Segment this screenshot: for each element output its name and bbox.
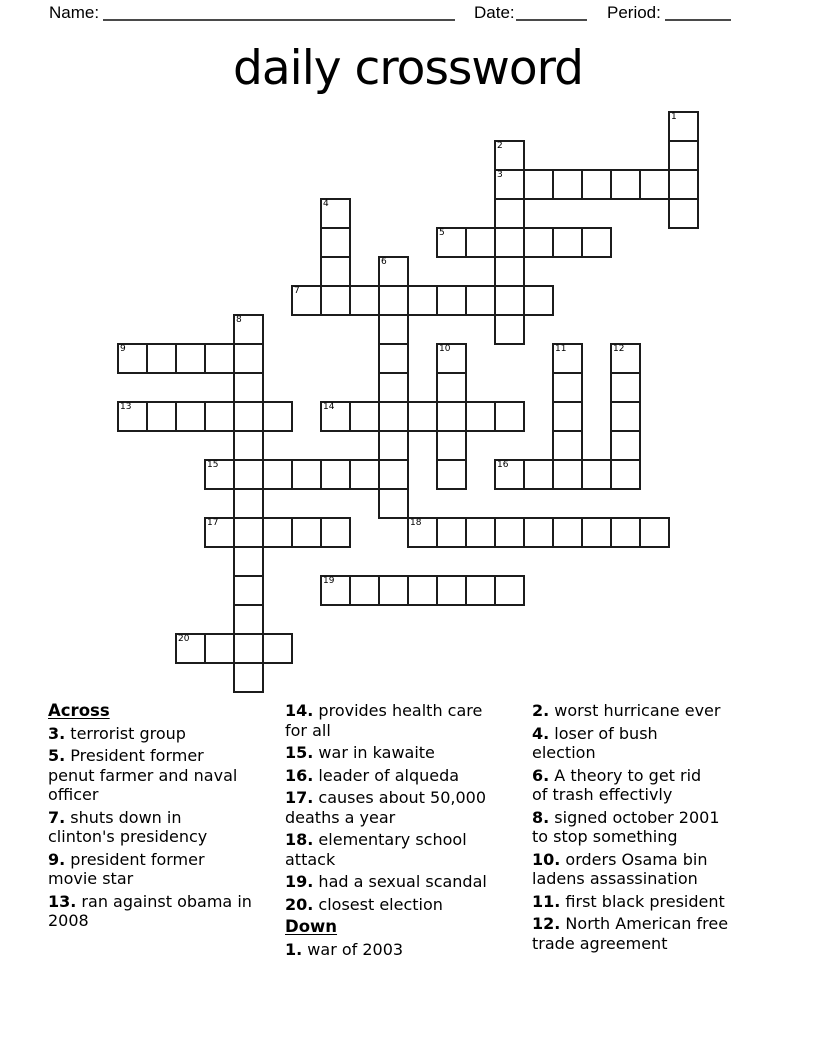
clue-number-label: 5.: [48, 746, 66, 765]
crossword-cell[interactable]: [291, 459, 322, 490]
crossword-cell[interactable]: [523, 517, 554, 548]
crossword-cell[interactable]: [378, 488, 409, 519]
cell-number-8: 8: [236, 315, 242, 325]
crossword-cell[interactable]: [262, 517, 293, 548]
crossword-cell[interactable]: [349, 575, 380, 606]
crossword-cell[interactable]: [610, 372, 641, 403]
crossword-cell[interactable]: [378, 430, 409, 461]
crossword-cell[interactable]: [378, 372, 409, 403]
crossword-cell[interactable]: [233, 517, 264, 548]
crossword-cell[interactable]: [581, 227, 612, 258]
crossword-cell[interactable]: [204, 401, 235, 432]
crossword-cell[interactable]: [523, 169, 554, 200]
cell-number-12: 12: [613, 344, 625, 354]
crossword-cell[interactable]: [494, 227, 525, 258]
crossword-cell[interactable]: [233, 459, 264, 490]
crossword-cell[interactable]: [233, 343, 264, 374]
crossword-cell[interactable]: [436, 372, 467, 403]
crossword-cell[interactable]: [465, 575, 496, 606]
crossword-cell[interactable]: [465, 517, 496, 548]
crossword-cell[interactable]: [378, 314, 409, 345]
crossword-cell[interactable]: [146, 343, 177, 374]
crossword-cell[interactable]: [610, 401, 641, 432]
page-title: daily crossword: [233, 41, 583, 96]
crossword-cell[interactable]: [494, 285, 525, 316]
clue-9: 9. president former movie star: [48, 849, 205, 888]
crossword-cell[interactable]: [436, 285, 467, 316]
crossword-cell[interactable]: [291, 517, 322, 548]
clue-number-label: 6.: [532, 765, 550, 785]
clue-16: 16. leader of alqueda: [285, 765, 460, 785]
cell-number-9: 9: [120, 344, 126, 354]
crossword-cell[interactable]: [668, 140, 699, 171]
cell-number-18: 18: [410, 518, 422, 528]
clue-14: 14. provides health care for all: [285, 701, 483, 740]
clue-column-across: [48, 701, 286, 934]
crossword-cell[interactable]: [233, 633, 264, 664]
clue-number-label: 12.: [532, 914, 561, 933]
crossword-cell[interactable]: [378, 343, 409, 374]
clue-number-label: 4.: [532, 723, 550, 743]
cell-number-19: 19: [323, 576, 335, 586]
crossword-cell[interactable]: [146, 401, 177, 432]
cell-number-2: 2: [497, 141, 503, 151]
clue-6: 6. A theory to get rid of trash effectivly: [532, 765, 702, 804]
crossword-cell[interactable]: [436, 575, 467, 606]
crossword-cell[interactable]: [320, 285, 351, 316]
crossword-cell[interactable]: [378, 575, 409, 606]
crossword-cell[interactable]: [320, 256, 351, 287]
crossword-cell[interactable]: [494, 256, 525, 287]
crossword-cell[interactable]: [523, 227, 554, 258]
clue-column-down: [532, 701, 787, 956]
crossword-cell[interactable]: [552, 430, 583, 461]
crossword-cell[interactable]: [233, 488, 264, 519]
clue-19: 19. had a sexual scandal: [285, 872, 487, 891]
clue-4: 4. loser of bush election: [532, 723, 658, 762]
crossword-cell[interactable]: [668, 169, 699, 200]
clue-11: 11. first black president: [532, 891, 725, 911]
crossword-cell[interactable]: [436, 430, 467, 461]
crossword-cell[interactable]: [494, 198, 525, 229]
clue-5: 5. President former penut farmer and naval officer: [48, 746, 238, 804]
clue-number-label: 18.: [285, 830, 314, 849]
crossword-cell[interactable]: [494, 401, 525, 432]
clue-number-label: 3.: [48, 723, 66, 743]
crossword-cell[interactable]: [349, 285, 380, 316]
clue-15: 15. war in kawaite: [285, 743, 435, 762]
crossword-cell[interactable]: [407, 575, 438, 606]
clue-number-label: 10.: [532, 849, 561, 869]
crossword-cell[interactable]: [436, 459, 467, 490]
crossword-cell[interactable]: [639, 169, 670, 200]
crossword-cell[interactable]: [204, 343, 235, 374]
cell-number-13: 13: [120, 402, 132, 412]
crossword-cell[interactable]: [262, 459, 293, 490]
clue-10: 10. orders Osama bin ladens assassination: [532, 849, 708, 888]
clue-number-label: 14.: [285, 701, 314, 720]
clue-1: 1. war of 2003: [285, 939, 404, 959]
cell-number-4: 4: [323, 199, 329, 209]
clue-8: 8. signed october 2001 to stop something: [532, 807, 720, 846]
crossword-cell[interactable]: [552, 169, 583, 200]
crossword-cell[interactable]: [494, 314, 525, 345]
clue-3: 3. terrorist group: [48, 723, 186, 743]
clue-7: 7. shuts down in clinton's presidency: [48, 807, 208, 846]
crossword-cell[interactable]: [204, 633, 235, 664]
period-label: Period:: [607, 3, 661, 22]
crossword-cell[interactable]: [465, 285, 496, 316]
crossword-cell[interactable]: [552, 401, 583, 432]
crossword-cell[interactable]: [175, 343, 206, 374]
name-label: Name:: [49, 3, 100, 22]
clue-number-label: 11.: [532, 891, 561, 911]
cell-number-3: 3: [497, 170, 503, 180]
crossword-cell[interactable]: [407, 401, 438, 432]
clue-number-label: 19.: [285, 872, 314, 891]
crossword-cell[interactable]: [639, 517, 670, 548]
crossword-cell[interactable]: [349, 459, 380, 490]
clue-17: 17. causes about 50,000 deaths a year: [285, 788, 487, 827]
crossword-cell[interactable]: [610, 169, 641, 200]
crossword-cell[interactable]: [233, 662, 264, 693]
crossword-cell[interactable]: [494, 517, 525, 548]
crossword-cell[interactable]: [320, 459, 351, 490]
crossword-cell[interactable]: [378, 401, 409, 432]
crossword-cell[interactable]: [349, 401, 380, 432]
cell-number-7: 7: [294, 286, 300, 296]
crossword-cell[interactable]: [262, 401, 293, 432]
crossword-cell[interactable]: [320, 227, 351, 258]
cell-number-6: 6: [381, 257, 387, 267]
cell-number-5: 5: [439, 228, 445, 238]
crossword-cell[interactable]: [436, 401, 467, 432]
crossword-cell[interactable]: [610, 517, 641, 548]
crossword-cell[interactable]: [668, 198, 699, 229]
crossword-cell[interactable]: [494, 575, 525, 606]
cell-number-15: 15: [207, 460, 219, 470]
cell-number-16: 16: [497, 460, 509, 470]
crossword-cell[interactable]: [610, 430, 641, 461]
clue-number-label: 17.: [285, 788, 314, 807]
crossword-cell[interactable]: [320, 517, 351, 548]
crossword-cell[interactable]: [581, 459, 612, 490]
crossword-cell[interactable]: [465, 401, 496, 432]
crossword-cell[interactable]: [175, 401, 206, 432]
cell-number-14: 14: [323, 402, 335, 412]
clue-number-label: 7.: [48, 807, 66, 827]
clue-13: 13. ran against obama in 2008: [48, 891, 252, 930]
crossword-cell[interactable]: [233, 401, 264, 432]
cell-number-20: 20: [178, 634, 190, 644]
clue-number-label: 13.: [48, 891, 77, 911]
cell-number-11: 11: [555, 344, 567, 354]
cell-number-1: 1: [671, 112, 677, 122]
crossword-cell[interactable]: [378, 459, 409, 490]
clue-column-middle: [285, 701, 527, 962]
crossword-cell[interactable]: [436, 517, 467, 548]
crossword-cell[interactable]: [552, 227, 583, 258]
date-label: Date:: [474, 3, 515, 22]
clue-20: 20. closest election: [285, 894, 443, 914]
crossword-cell[interactable]: [233, 575, 264, 606]
crossword-cell[interactable]: [233, 604, 264, 635]
clue-number-label: 1.: [285, 939, 303, 959]
down-heading: Down: [285, 917, 338, 936]
across-heading: Across: [48, 701, 110, 720]
crossword-cell[interactable]: [465, 227, 496, 258]
clue-number-label: 2.: [532, 701, 550, 720]
clue-12: 12. North American free trade agreement: [532, 914, 729, 953]
crossword-cell[interactable]: [552, 459, 583, 490]
clue-2: 2. worst hurricane ever: [532, 701, 721, 720]
clue-number-label: 15.: [285, 743, 314, 762]
crossword-cell[interactable]: [581, 169, 612, 200]
crossword-cell[interactable]: [523, 459, 554, 490]
crossword-cell[interactable]: [233, 546, 264, 577]
crossword-cell[interactable]: [523, 285, 554, 316]
clue-number-label: 16.: [285, 765, 314, 785]
crossword-cell[interactable]: [407, 285, 438, 316]
cell-number-17: 17: [207, 518, 219, 528]
crossword-cell[interactable]: [610, 459, 641, 490]
clue-number-label: 9.: [48, 849, 66, 869]
clue-18: 18. elementary school attack: [285, 830, 467, 869]
crossword-cell[interactable]: [552, 372, 583, 403]
crossword-cell[interactable]: [262, 633, 293, 664]
crossword-cell[interactable]: [233, 430, 264, 461]
cell-number-10: 10: [439, 344, 451, 354]
crossword-cell[interactable]: [581, 517, 612, 548]
crossword-cell[interactable]: [378, 285, 409, 316]
crossword-cell[interactable]: [552, 517, 583, 548]
clue-number-label: 20.: [285, 894, 314, 914]
clue-number-label: 8.: [532, 807, 550, 827]
crossword-cell[interactable]: [233, 372, 264, 403]
